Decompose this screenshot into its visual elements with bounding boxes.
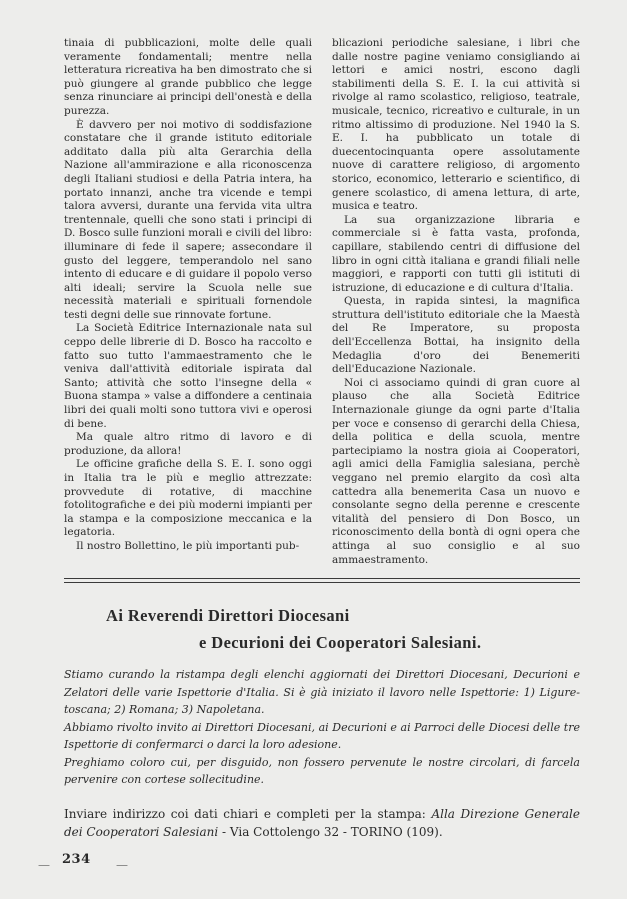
- paragraph: Il nostro Bollettino, le più importanti pub-: [76, 539, 300, 552]
- paragraph: Ma quale altro ritmo di lavoro e di produzione, da allora!: [64, 431, 312, 457]
- notice-text: [64, 666, 580, 789]
- paragraph: È davvero per noi motivo di soddisfazione constatare che il grande istituto editoriale additato dalla più alta Gerarchia della Nazione all'ammirazione e alla riconoscenza degli Italiani studiosi e della Patria intera, ha portato innanzi, anche tra vicende e tempi talora avversi, durante una fervida vita ultra trentennale, quelli che sono stati i principi di D. Bosco sulle funzioni morali e civili del libro: illuminare di fede il sapere; assecondare il gusto del leggere, temperandolo nel sano intento di educare e di guidare il popolo verso alti ideali; servire la Scuola nelle sue necessità materiali e spirituali fornendole testi degni delle sue rinnovate fortune.: [64, 118, 312, 321]
- paragraph: Noi ci associamo quindi di gran cuore al plauso che alla Società Editrice Internazionale giunge da ogni parte d'Italia per voce e consenso di gerarchi della Chiesa, della politica e della scuola, mentre partecipiamo la nostra gioia ai Cooperatori, agli amici della Famiglia salesiana, perchè veggano nel premio elargito da così alta cattedra alla benemerita Casa un nuovo e consolante segno della perenne e crescente vitalità del pensiero di Don Bosco, un riconoscimento della bontà di ogni opera che attinga al suo consiglio e al suo ammaestramento.: [332, 376, 580, 566]
- article-columns: [64, 37, 580, 567]
- address-recipient: Alla Direzione Generale dei Cooperatori Salesiani: [64, 807, 580, 839]
- divider-rule: [64, 582, 580, 583]
- paragraph: tinaia di pubblicazioni, molte delle quali veramente fondamentali; mentre nella letteratura ricreativa ha ben dimostrato che si può giungere al grande pubblico che legge senza rinunciare ai principi dell'onestà e della purezza.: [64, 37, 312, 117]
- notice-paragraph: Stiamo curando la ristampa degli elenchi aggiornati dei Direttori Diocesani, Decurioni e Zelatori delle varie Ispettorie d'Italia. Si è già iniziato il lavoro nelle Ispettorie: 1) Ligure-toscana; 2) Romana; 3) Napoletana.: [64, 668, 580, 716]
- section-heading-line-2: e Decurioni dei Cooperatori Salesiani.: [199, 633, 482, 652]
- address-intro: Inviare indirizzo coi dati chiari e completi per la stampa:: [64, 807, 432, 821]
- address-instruction: [64, 805, 580, 841]
- paragraph: Questa, in rapida sintesi, la magnifica struttura dell'istituto editoriale che la Maestà del Re Imperatore, su proposta dell'Eccellenza Bottai, ha insignito della Medaglia d'oro dei Benemeriti dell'Educazione Nazionale.: [332, 295, 580, 376]
- section-heading-line-1: Ai Reverendi Direttori Diocesani: [106, 606, 350, 625]
- decorative-dash: —: [116, 858, 128, 872]
- address-paragraph: [64, 805, 580, 841]
- left-column: [64, 37, 312, 567]
- paragraph: La Società Editrice Internazionale nata sul ceppo delle librerie di D. Bosco ha raccolto e fatto suo tutto l'ammaestramento che le veniva dall'attività editoriale ispirata dal Santo; attività che sotto l'insegne della « Buona stampa » valse a diffondere a centinaia libri dei quali molti sono tuttora vivi e operosi di bene.: [64, 322, 312, 430]
- paragraph: Le officine grafiche della S. E. I. sono oggi in Italia tra le più e meglio attrezzate: provvedute di rotative, di macchine fotolitografiche e dei più moderni impianti per la stampa e la composizione meccanica e la legatoria.: [64, 458, 312, 539]
- address-street: - Via Cottolengo 32 - TORINO (109).: [218, 825, 443, 839]
- divider-rule: [64, 578, 580, 579]
- paragraph: La sua organizzazione libraria e commerciale si è fatta vasta, profonda, capillare, stabilendo centri di diffusione del libro in ogni città italiana e grandi filiali nelle maggiori, e rapporti con tutti gli istituti di istruzione, di educazione e di cultura d'Italia.: [332, 213, 580, 294]
- right-column: [332, 37, 580, 567]
- notice-paragraph: Preghiamo coloro cui, per disguido, non fossero pervenute le nostre circolari, di farcela pervenire con cortese sollecitudine.: [64, 755, 580, 786]
- decorative-dash: —: [38, 858, 50, 872]
- notice-paragraph: Abbiamo rivolto invito ai Direttori Diocesani, ai Decurioni e ai Parroci delle Diocesi delle tre Ispettorie di confermarci o darci la loro adesione.: [64, 720, 580, 751]
- paragraph: blicazioni periodiche salesiane, i libri che dalle nostre pagine veniamo consigliando ai lettori e amici nostri, escono dagli stabilimenti della S. E. I. la cui attività si rivolge al ramo scolastico, religioso, teatrale, musicale, tecnico, ricreativo e culturale, in un ritmo altissimo di produzione. Nel 1940 la S. E. I. ha pubblicato un totale di duecentocinquanta opere assolutamente nuove di carattere religioso, di argomento storico, economico, letterario e scientifico, di genere scolastico, di amena lettura, di arte, musica e teatro.: [332, 37, 580, 213]
- page-number: 234: [62, 852, 91, 867]
